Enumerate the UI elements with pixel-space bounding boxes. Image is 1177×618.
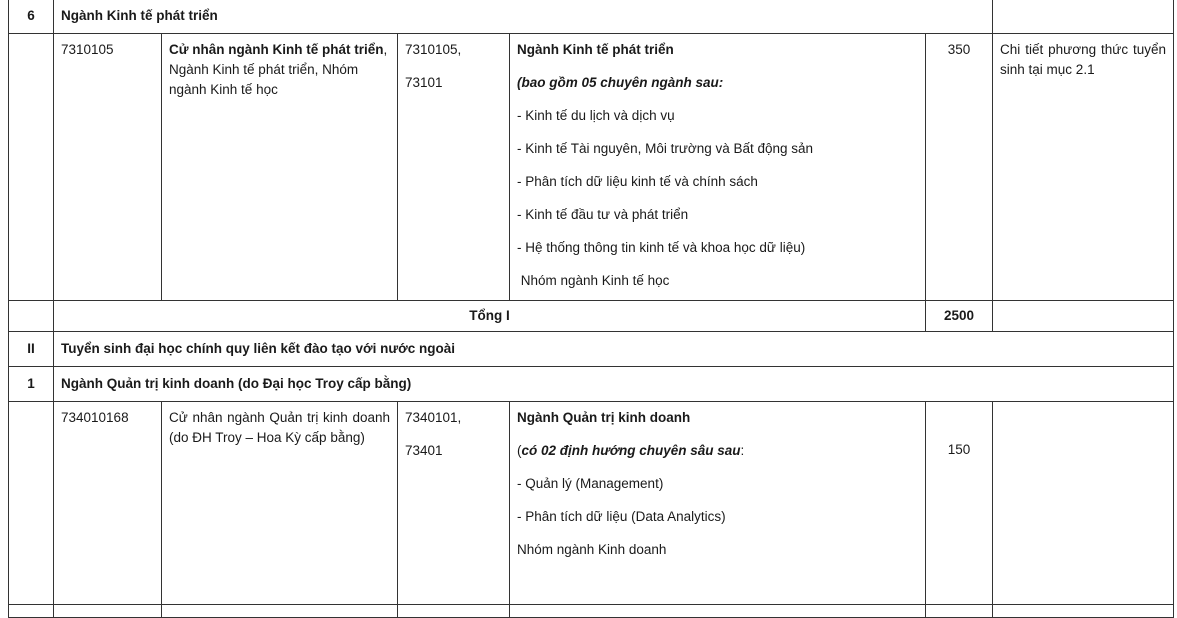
major-code-line: 7340101,	[405, 410, 462, 425]
program-code: 7310105	[54, 34, 162, 301]
admission-method-cell	[993, 402, 1174, 605]
specialization-item: - Hệ thống thông tin kinh tế và khoa học dữ liệu)	[517, 240, 806, 255]
program-row-development-economics	[9, 34, 1174, 301]
section-6-header-row	[9, 0, 1174, 34]
empty-cell	[9, 605, 54, 618]
section-6-title: Ngành Kinh tế phát triển	[54, 0, 993, 34]
empty-cell	[993, 605, 1174, 618]
major-note	[517, 441, 918, 461]
empty-cell	[398, 605, 510, 618]
major-codes-cell	[398, 34, 510, 301]
major-code-line: 73101	[405, 75, 443, 90]
partial-next-row	[9, 605, 1174, 618]
empty-cell	[993, 301, 1174, 332]
program-code: 734010168	[54, 402, 162, 605]
note-italic: có 02 định hướng chuyên sâu sau	[521, 443, 741, 458]
program-name-cell	[162, 34, 398, 301]
quota-cell: 350	[926, 34, 993, 301]
empty-cell	[993, 0, 1174, 34]
note-close: :	[740, 443, 745, 458]
section-II-stt: II	[9, 332, 54, 367]
program-name: Cử nhân ngành Quản trị kinh doanh (do ĐH Troy – Hoa Kỳ cấp bằng)	[162, 402, 398, 605]
specialization-item: - Kinh tế du lịch và dịch vụ	[517, 108, 675, 123]
note-open: (	[517, 443, 522, 458]
admissions-table	[8, 0, 1174, 618]
major-codes-cell	[398, 402, 510, 605]
empty-stt-cell	[9, 34, 54, 301]
specialization-item: - Quản lý (Management)	[517, 476, 664, 491]
program-row-business-administration	[9, 402, 1174, 605]
program-name-rest: , Ngành Kinh tế phát triển, Nhóm ngành Kinh tế học	[169, 42, 388, 97]
section-1-stt: 1	[9, 367, 54, 402]
major-code-line: 73401	[405, 443, 443, 458]
empty-stt-cell	[9, 402, 54, 605]
section-II-title: Tuyển sinh đại học chính quy liên kết đào tạo với nước ngoài	[54, 332, 1174, 367]
section-1-header-row	[9, 367, 1174, 402]
major-group: Nhóm ngành Kinh doanh	[517, 542, 667, 557]
specialization-item: - Phân tích dữ liệu (Data Analytics)	[517, 509, 726, 524]
program-name-bold: Cử nhân ngành Kinh tế phát triển	[169, 42, 384, 57]
empty-cell	[162, 605, 398, 618]
section-6-stt: 6	[9, 0, 54, 34]
major-detail-cell	[510, 34, 926, 301]
major-note: (bao gồm 05 chuyên ngành sau:	[517, 75, 724, 90]
specialization-item: - Kinh tế Tài nguyên, Môi trường và Bất động sản	[517, 141, 814, 156]
empty-cell	[54, 605, 162, 618]
major-detail-cell	[510, 402, 926, 605]
empty-cell	[926, 605, 993, 618]
major-title: Ngành Quản trị kinh doanh	[517, 410, 691, 425]
major-title: Ngành Kinh tế phát triển	[517, 42, 674, 57]
total-value: 2500	[926, 301, 993, 332]
major-group: Nhóm ngành Kinh tế học	[517, 273, 670, 288]
major-code-line: 7310105,	[405, 42, 462, 57]
total-row	[9, 301, 1174, 332]
admission-method-cell: Chi tiết phương thức tuyển sinh tại mục 2.1	[993, 34, 1174, 301]
quota-cell: 150	[926, 402, 993, 605]
specialization-item: - Phân tích dữ liệu kinh tế và chính sách	[517, 174, 758, 189]
specialization-item: - Kinh tế đầu tư và phát triển	[517, 207, 689, 222]
empty-cell	[510, 605, 926, 618]
section-II-header-row	[9, 332, 1174, 367]
total-label: Tổng I	[54, 301, 926, 332]
empty-cell	[9, 301, 54, 332]
section-1-title: Ngành Quản trị kinh doanh (do Đại học Troy cấp bằng)	[54, 367, 1174, 402]
